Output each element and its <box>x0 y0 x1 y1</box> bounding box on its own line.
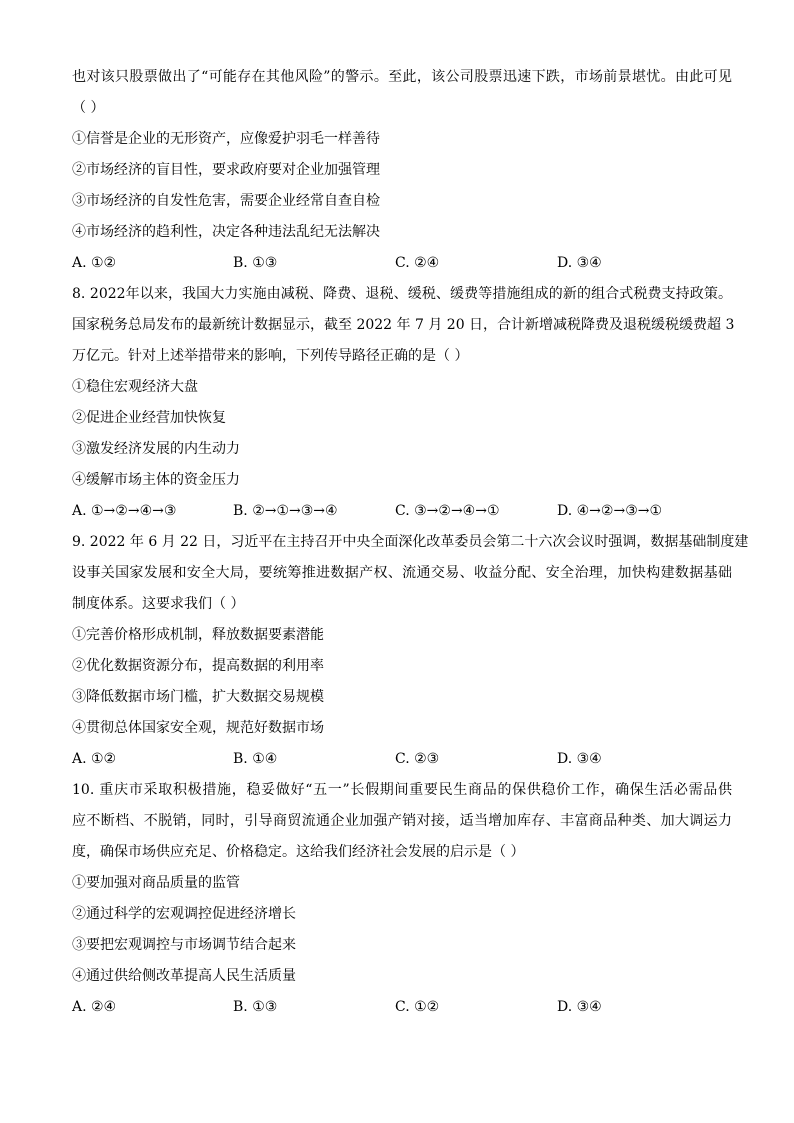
question-stem-line: 应不断档、不脱销，同时，引导商贸流通企业加强产销对接，适当增加库存、丰富商品种类、加大调运力 <box>72 813 732 829</box>
option-b[interactable]: B. ①③ <box>233 255 278 271</box>
question-stem-line: 8. 2022年以来，我国大力实施由减税、降费、退税、缓税、缓费等措施组成的新的组合式税费支持政策。 <box>72 286 732 302</box>
option-a[interactable]: A. ①→②→④→③ <box>72 503 177 519</box>
answer-options <box>72 248 732 279</box>
option-b[interactable]: B. ①④ <box>233 751 278 767</box>
question-8 <box>72 279 735 527</box>
question-stem-line: 设事关国家发展和安全大局，要统筹推进数据产权、流通交易、收益分配、安全治理，加快构建数据基础 <box>72 565 732 581</box>
option-d[interactable]: D. ③④ <box>557 255 602 271</box>
question-10 <box>72 775 732 1023</box>
question-stem-line: 制度体系。这要求我们（ ） <box>72 596 245 612</box>
statement-4: ④市场经济的趋利性，决定各种违法乱纪无法解决 <box>72 224 380 240</box>
option-d[interactable]: D. ④→②→③→① <box>557 503 663 519</box>
statement-2: ②优化数据资源分布，提高数据的利用率 <box>72 658 324 674</box>
statement-4: ④贯彻总体国家安全观，规范好数据市场 <box>72 720 324 736</box>
option-b[interactable]: B. ②→①→③→④ <box>233 503 338 519</box>
statement-3: ③激发经济发展的内生动力 <box>72 441 240 457</box>
option-c[interactable]: C. ②④ <box>395 255 440 271</box>
question-stem-line: 也对该只股票做出了“可能存在其他风险”的警示。至此，该公司股票迅速下跌，市场前景堪忧。由此可见 <box>72 69 732 85</box>
question-stem-line: 度，确保市场供应充足、价格稳定。这给我们经济社会发展的启示是（ ） <box>72 844 525 860</box>
option-c[interactable]: C. ③→②→④→① <box>395 503 500 519</box>
question-9 <box>72 527 749 775</box>
question-stem-line: 9. 2022 年 6 月 22 日，习近平在主持召开中央全面深化改革委员会第二十六次会议时强调，数据基础制度建 <box>72 534 749 550</box>
option-b[interactable]: B. ①③ <box>233 999 278 1015</box>
question-stem-line: 国家税务总局发布的最新统计数据显示，截至 2022 年 7 月 20 日，合计新增减税降费及退税缓税缓费超 3 <box>72 317 735 333</box>
statement-3: ③要把宏观调控与市场调节结合起来 <box>72 937 296 953</box>
statement-4: ④缓解市场主体的资金压力 <box>72 472 240 488</box>
option-a[interactable]: A. ①② <box>72 751 117 767</box>
option-a[interactable]: A. ②④ <box>72 999 117 1015</box>
statement-2: ②市场经济的盲目性，要求政府要对企业加强管理 <box>72 162 380 178</box>
option-d[interactable]: D. ③④ <box>557 999 602 1015</box>
statement-3: ③市场经济的自发性危害，需要企业经常自查自检 <box>72 193 380 209</box>
statement-2: ②促进企业经营加快恢复 <box>72 410 226 426</box>
statement-1: ①要加强对商品质量的监管 <box>72 875 240 891</box>
answer-options <box>72 744 732 775</box>
answer-options <box>72 992 732 1023</box>
answer-paren: （ ） <box>72 100 105 116</box>
statement-3: ③降低数据市场门槛，扩大数据交易规模 <box>72 689 324 705</box>
option-d[interactable]: D. ③④ <box>557 751 602 767</box>
statement-2: ②通过科学的宏观调控促进经济增长 <box>72 906 296 922</box>
option-a[interactable]: A. ①② <box>72 255 117 271</box>
option-c[interactable]: C. ②③ <box>395 751 440 767</box>
statement-1: ①信誉是企业的无形资产，应像爱护羽毛一样善待 <box>72 131 380 147</box>
statement-1: ①完善价格形成机制，释放数据要素潜能 <box>72 627 324 643</box>
statement-4: ④通过供给侧改革提高人民生活质量 <box>72 968 296 984</box>
option-c[interactable]: C. ①② <box>395 999 440 1015</box>
answer-options <box>72 496 732 527</box>
statement-1: ①稳住宏观经济大盘 <box>72 379 198 395</box>
question-stem-line: 10. 重庆市采取积极措施，稳妥做好“五一”长假期间重要民生商品的保供稳价工作，确保生活必需品供 <box>72 782 732 798</box>
question-7 <box>72 62 732 279</box>
exam-page <box>72 62 749 1023</box>
question-stem-line: 万亿元。针对上述举措带来的影响，下列传导路径正确的是（ ） <box>72 348 469 364</box>
